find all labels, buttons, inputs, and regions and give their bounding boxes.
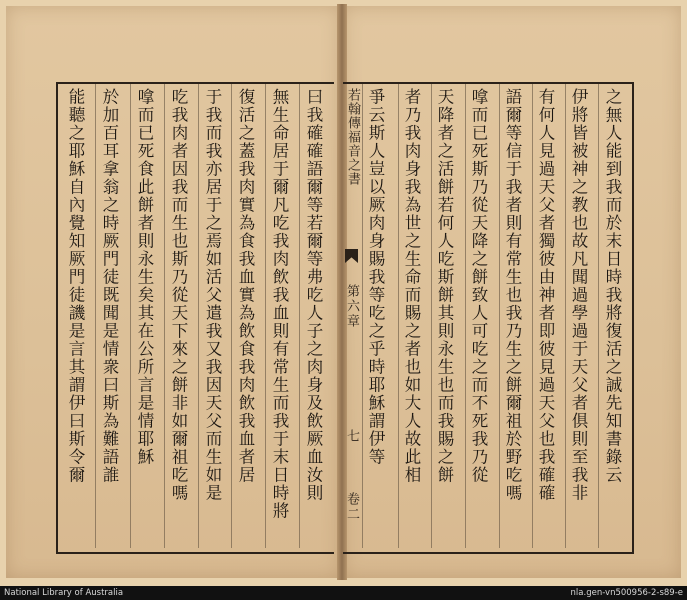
item-identifier: nla.gen-vn500956-2-s89-e bbox=[570, 588, 683, 598]
right-text-column: 伊將皆被神之教也故凡聞過學過于天父者俱則至我非 bbox=[569, 88, 588, 502]
left-text-column: 無生命居于爾凡吃我肉飲我血則有常生而我于末日時將 bbox=[270, 88, 289, 520]
column-rule bbox=[164, 84, 165, 548]
column-rule bbox=[265, 84, 266, 548]
right-page-text-frame bbox=[343, 82, 634, 554]
column-rule bbox=[130, 84, 131, 548]
right-text-column: 嗱而已死斯乃從天降之餅致人可吃之而不死我乃從 bbox=[469, 88, 488, 484]
left-text-column: 嗱而已死食此餅者則永生矣其在公所言是情耶穌 bbox=[135, 88, 154, 466]
column-rule bbox=[198, 84, 199, 548]
page-number: 七 bbox=[344, 429, 359, 442]
left-text-column: 能聽之耶穌自內覺知厥門徒譏是言其謂伊曰斯令爾 bbox=[66, 88, 85, 484]
column-rule bbox=[431, 84, 432, 548]
chapter-label: 第六章 bbox=[344, 284, 359, 329]
column-rule bbox=[95, 84, 96, 548]
right-text-column: 語爾等信于我者則有常生也我乃生之餅爾祖於野吃嗎 bbox=[503, 88, 522, 502]
column-rule bbox=[398, 84, 399, 548]
left-text-column: 於加百耳拿翁之時厥門徒既聞是情衆曰斯為難語誰 bbox=[100, 88, 119, 484]
right-text-column: 有何人見過天父者獨彼由神者即彼見過天父也我確確 bbox=[536, 88, 555, 502]
left-page-text-frame bbox=[56, 82, 334, 554]
right-text-column: 者乃我肉身我為世之生命而賜之者也如大人故此相 bbox=[402, 88, 421, 484]
column-rule bbox=[532, 84, 533, 548]
left-text-column: 于我而我亦居于之焉如活父遣我又我因天父而生如是 bbox=[203, 88, 222, 502]
column-rule bbox=[499, 84, 500, 548]
book-title: 若翰傳福音之書 bbox=[345, 88, 360, 186]
column-rule bbox=[598, 84, 599, 548]
right-text-column: 爭云斯人豈以厥肉身賜我等吃之乎時耶穌謂伊等 bbox=[366, 88, 385, 466]
left-text-column: 吃我肉者因我而生也斯乃從天下來之餅非如爾祖吃嗎 bbox=[169, 88, 188, 502]
right-text-column: 天降者之活餅若何人吃斯餅其則永生也而我賜之餅 bbox=[435, 88, 454, 484]
right-text-column: 之無人能到我而於末日時我將復活之誠先知書錄云 bbox=[603, 88, 622, 484]
volume-label: 卷二 bbox=[344, 492, 359, 522]
column-rule bbox=[362, 84, 363, 548]
column-rule bbox=[231, 84, 232, 548]
column-rule bbox=[565, 84, 566, 548]
library-credit: National Library of Australia bbox=[4, 588, 124, 598]
column-rule bbox=[465, 84, 466, 548]
column-rule bbox=[299, 84, 300, 548]
attribution-bar bbox=[0, 586, 687, 600]
left-text-column: 復活之蓋我肉實為食我血實為飲食我肉飲我血者居 bbox=[236, 88, 255, 484]
left-text-column: 曰我確確語爾等若爾等弗吃人子之肉身及飲厥血汝則 bbox=[304, 88, 323, 502]
